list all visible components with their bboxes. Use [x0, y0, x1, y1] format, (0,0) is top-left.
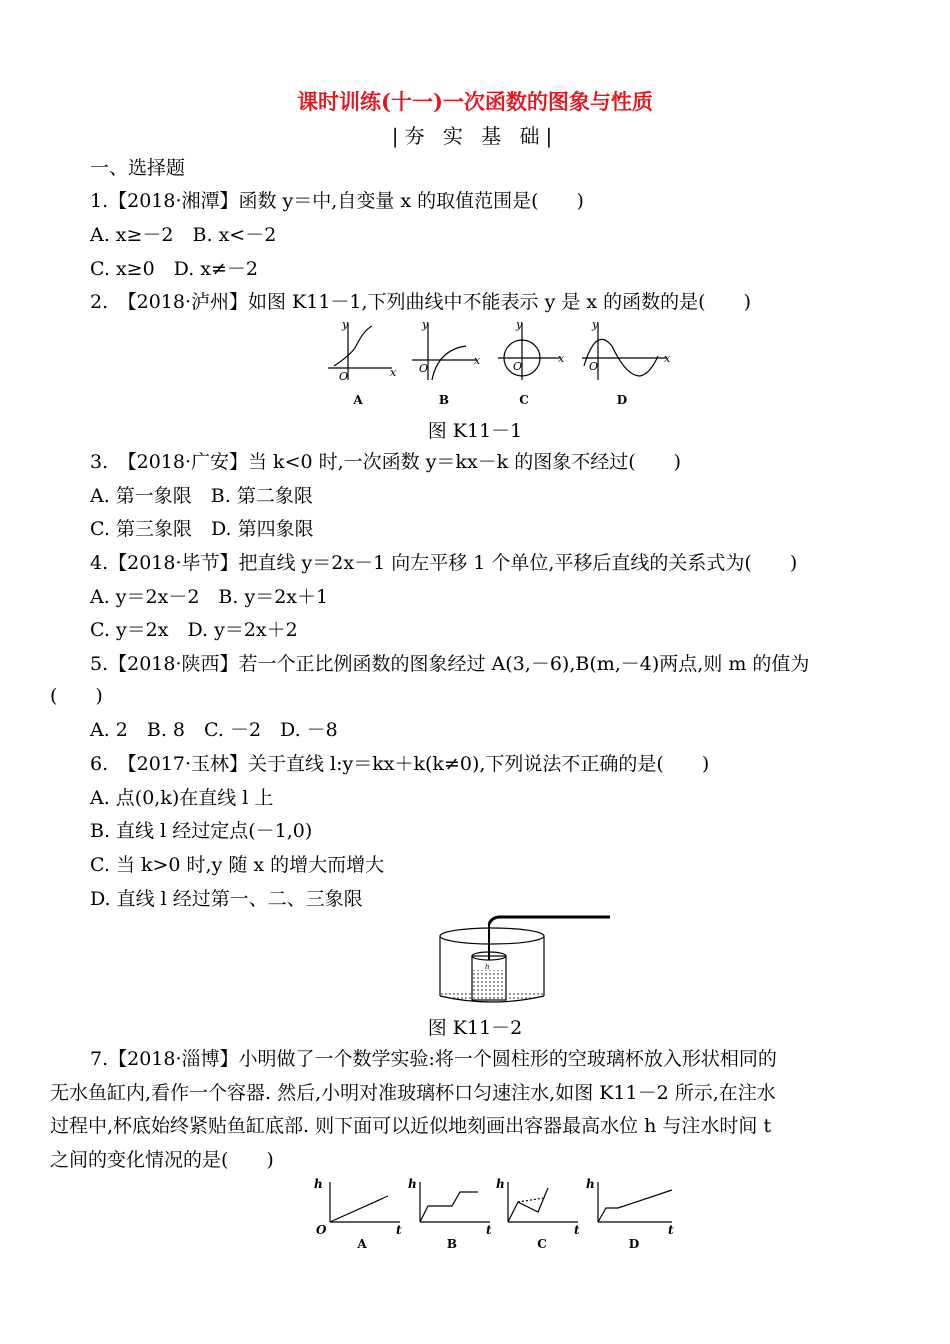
q6-option-c: C. 当 k>0 时,y 随 x 的增大而增大 [90, 854, 385, 876]
q6-stem: 6. 【2017·玉林】关于直线 l:y＝kx＋k(k≠0),下列说法不正确的是( ) [90, 753, 710, 775]
graph-a-y-label: y [342, 318, 349, 331]
graph7-d-label: D [628, 1237, 640, 1251]
q5-stem: 5.【2018·陕西】若一个正比例函数的图象经过 A(3,－6),B(m,－4)两点,则 m 的值为 [90, 653, 810, 675]
q4-options-cd: C. y＝2x D. y＝2x＋2 [90, 619, 298, 641]
q1-stem: 1.【2018·湘潭】函数 y＝中,自变量 x 的取值范围是( ) [90, 190, 584, 212]
graph-c-origin: O [513, 360, 523, 373]
graph7-c-label: C [537, 1237, 547, 1251]
graph-b-label: B [438, 393, 450, 407]
graph-a-label: A [353, 393, 363, 407]
q6-option-a: A. 点(0,k)在直线 l 上 [90, 787, 274, 809]
water-level-label: h [485, 963, 490, 971]
graph-d-y-label: y [592, 318, 599, 331]
figure-q7-graphs [312, 1176, 682, 1252]
graph7-b-line [420, 1192, 478, 1222]
graph7-c-t-label: t [574, 1223, 580, 1237]
graph-b-curve [432, 346, 466, 380]
graph-b-y-label: y [422, 318, 429, 331]
graph7-b-label: B [446, 1237, 458, 1251]
q7-line-3: 过程中,杯底始终紧贴鱼缸底部. 则下面可以近似地刻画出容器最高水位 h 与注水时间 t [50, 1115, 772, 1137]
graph7-a-origin: O [316, 1223, 327, 1237]
graph-a-origin: O [339, 370, 349, 383]
graph7-c-h-label: h [496, 1177, 505, 1191]
tank-top-rim [440, 928, 544, 944]
glass-water [473, 970, 505, 999]
q2-stem: 2. 【2018·泸州】如图 K11－1,下列曲线中不能表示 y 是 x 的函数的是( ) [90, 291, 751, 313]
graph-c-x-label: x [558, 352, 565, 365]
graph7-c-line [508, 1188, 548, 1222]
q3-options-cd: C. 第三象限 D. 第四象限 [90, 518, 314, 540]
graph7-a-h-label: h [314, 1177, 323, 1191]
graph-c-label: C [519, 393, 529, 407]
graph-b-origin: O [419, 362, 429, 375]
graph7-c-dashed [518, 1198, 544, 1202]
graph7-b-t-label: t [486, 1223, 492, 1237]
q1-options-cd: C. x≥0 D. x≠－2 [90, 258, 259, 280]
graph7-d-line [598, 1190, 672, 1222]
figure-k11-1-caption: 图 K11－1 [427, 420, 523, 442]
figure-k11-1 [320, 318, 680, 410]
graph7-a-line [330, 1196, 388, 1222]
graph7-d-t-label: t [668, 1223, 674, 1237]
q5-options: A. 2 B. 8 C. －2 D. －8 [90, 719, 338, 741]
graph-c-y-label: y [516, 318, 523, 331]
figure-k11-2 [432, 912, 642, 1012]
graph7-a-t-label: t [396, 1223, 402, 1237]
graph-d-origin: O [589, 360, 599, 373]
figure-k11-2-caption: 图 K11－2 [427, 1017, 523, 1039]
q5-stem-cont: ( ) [50, 685, 103, 707]
q3-stem: 3. 【2018·广安】当 k<0 时,一次函数 y＝kx－k 的图象不经过( ) [90, 451, 682, 473]
q6-option-d: D. 直线 l 经过第一、二、三象限 [90, 888, 363, 910]
graph-a-curve [334, 326, 372, 366]
q7-line-2: 无水鱼缸内,看作一个容器. 然后,小明对准玻璃杯口匀速注水,如图 K11－2 所示,在注水 [50, 1082, 776, 1104]
q6-option-b: B. 直线 l 经过定点(－1,0) [90, 820, 313, 842]
q7-line-1: 7.【2018·淄博】小明做了一个数学实验:将一个圆柱形的空玻璃杯放入形状相同的 [90, 1048, 777, 1070]
page-title: 课时训练(十一)一次函数的图象与性质 [297, 89, 653, 114]
q4-options-ab: A. y＝2x－2 B. y＝2x＋1 [90, 586, 329, 608]
graph-a-x-label: x [390, 366, 397, 379]
part-heading: 一、选择题 [90, 157, 186, 179]
graph7-d-h-label: h [586, 1177, 595, 1191]
q4-stem: 4.【2018·毕节】把直线 y＝2x－1 向左平移 1 个单位,平移后直线的关系式为( ) [90, 552, 798, 574]
section-heading: |夯 实 基 础| [391, 124, 559, 148]
graph-d-label: D [616, 393, 628, 407]
water-hose [489, 917, 610, 924]
graph-d-x-label: x [664, 352, 671, 365]
graph7-b-h-label: h [408, 1177, 417, 1191]
q7-line-4: 之间的变化情况的是( ) [50, 1149, 274, 1171]
graph-b-x-label: x [474, 354, 481, 367]
q1-options-ab: A. x≥－2 B. x<－2 [90, 224, 277, 246]
graph7-a-label: A [357, 1237, 367, 1251]
q3-options-ab: A. 第一象限 B. 第二象限 [90, 485, 313, 507]
